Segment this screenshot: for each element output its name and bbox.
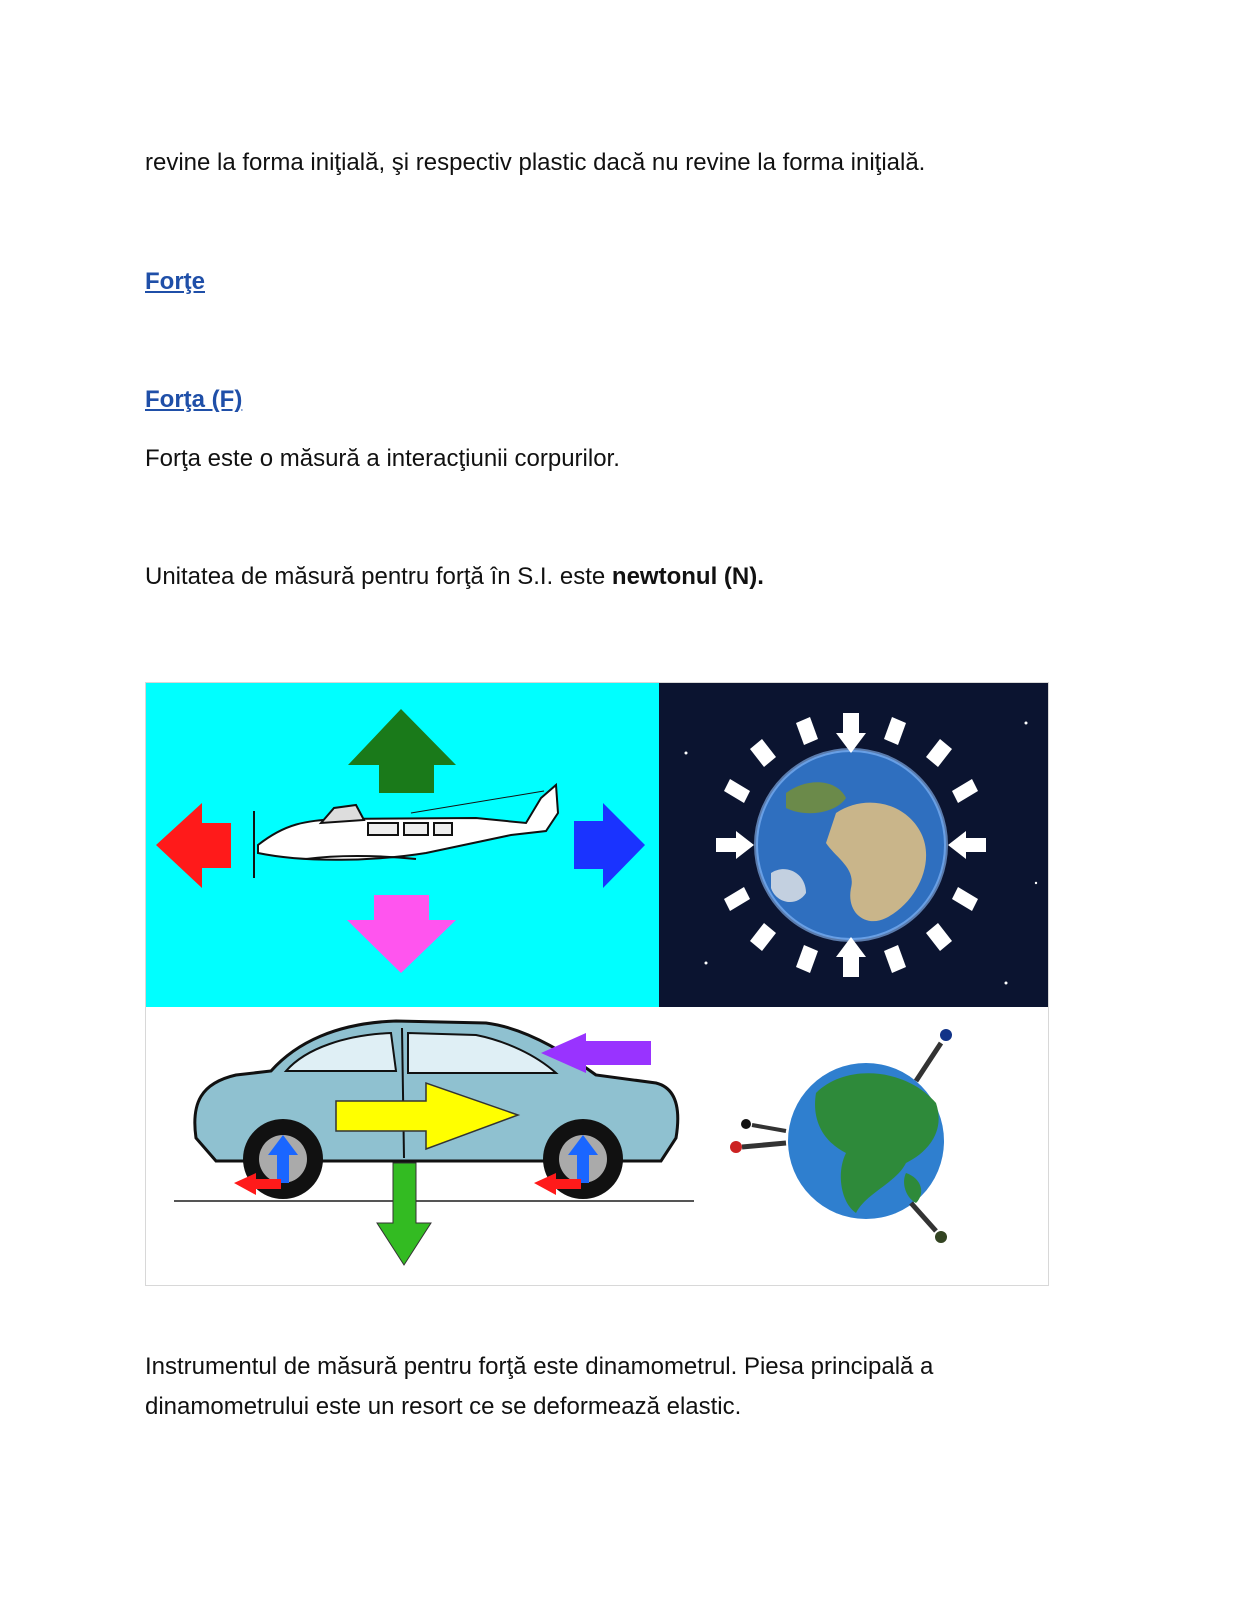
instrument-paragraph-line2: dinamometrului este un resort ce se deformează elastic. [145, 1393, 742, 1420]
earth-gravity-panel [659, 683, 1048, 1007]
definition-paragraph: Forţa este o măsură a interacţiunii corpurilor. [145, 445, 620, 472]
unit-paragraph [145, 557, 764, 597]
forces-illustration [145, 682, 1049, 1286]
airplane-forces-panel [146, 683, 659, 1007]
globe-forces-panel [730, 1029, 952, 1243]
instrument-paragraph-line1: Instrumentul de măsură pentru forţă este dinamometrul. Piesa principală a [145, 1353, 934, 1380]
arrow-down-green-icon [377, 1163, 431, 1265]
section-heading-forte[interactable]: Forţe [145, 268, 205, 295]
unit-text: Unitatea de măsură pentru forţă în S.I. este [145, 563, 612, 590]
car-forces-panel [174, 1021, 694, 1265]
unit-bold-text: newtonul (N). [611, 563, 764, 590]
intro-paragraph: revine la forma iniţială, şi respectiv plastic dacă nu revine la forma iniţială. [145, 149, 926, 176]
subsection-heading-forta[interactable]: Forţa (F) [145, 386, 243, 413]
